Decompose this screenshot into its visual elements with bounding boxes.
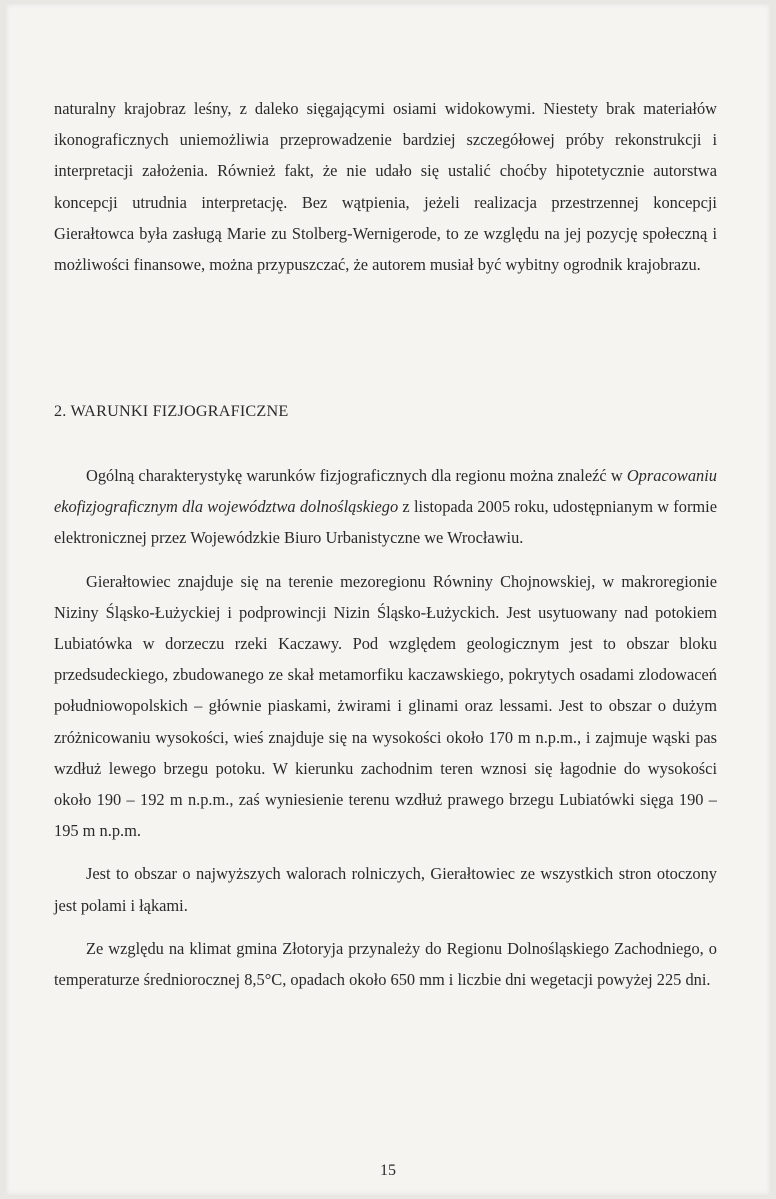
section-heading: 2. WARUNKI FIZJOGRAFICZNE: [54, 402, 289, 420]
paragraph-1-end: z listopada 2005 roku, udostępnianym w formie elektronicznej przez Wojewódzkie Biuro Urbanistyczne we Wrocławiu.: [54, 497, 717, 548]
intro-text-block: [54, 93, 717, 292]
paragraph-3: Jest to obszar o najwyższych walorach rolniczych, Gierałtowiec ze wszystkich stron otoczony jest polami i łąkami.: [54, 864, 717, 915]
paragraph-4: Ze względu na klimat gmina Złotoryja przynależy do Regionu Dolnośląskiego Zachodniego, o temperaturze średniorocznej 8,5°C, opadach około 650 mm i liczbie dni wegetacji powyżej 225 dni.: [54, 938, 717, 990]
document-page: [6, 4, 770, 1195]
paragraph-1-start: Ogólną charakterystykę warunków fizjograficznych dla regionu można znaleźć w: [86, 466, 627, 485]
intro-paragraph: naturalny krajobraz leśny, z daleko sięgającymi osiami widokowymi. Niestety brak materiałów ikonograficznych uniemożliwia przeprowadzenie bardziej szczegółowej próby rekonstrukcji i interpretacji założenia. Również fakt, że nie udało się ustalić choćby hipotetycznie autorstwa koncepcji utrudnia interpretację. Bez wątpienia, jeżeli realizacja przestrzennej koncepcji Gierałtowca była zasługą Marie zu Stolberg-Wernigerode, to ze względu na jej pozycję społeczną i możliwości finansowe, można przypuszczać, że autorem musiał być wybitny ogrodnik krajobrazu.: [54, 99, 717, 275]
section-body: [54, 460, 717, 1007]
document-title-italic: Opracowaniu ekofizjograficznym dla województwa dolnośląskiego: [54, 466, 717, 517]
paragraph-1: [54, 460, 717, 554]
paragraph-2: Gierałtowiec znajduje się na terenie mezoregionu Równiny Chojnowskiej, w makroregionie Niziny Śląsko-Łużyckiej i podprowincji Nizin Śląsko-Łużyckich. Jest usytuowany nad potokiem Lubiatówka w dorzeczu rzeki Kaczawy. Pod względem geologicznym jest to obszar bloku przedsudeckiego, zbudowanego ze skał metamorfiku kaczawskiego, pokrytych osadami zlodowaceń południowopolskich – głównie piaskami, żwirami i glinami oraz lessami. Jest to obszar o dużym zróżnicowaniu wysokości, wieś znajduje się na wysokości około 170 m n.p.m., i zajmuje wąski pas wzdłuż lewego brzegu potoku. W kierunku zachodnim teren wznosi się łagodnie do wysokości około 190 – 192 m n.p.m., zaś wyniesienie terenu wzdłuż prawego brzegu Lubiatówki sięga 190 – 195 m n.p.m.: [54, 571, 717, 841]
page-number: 15: [380, 1162, 396, 1179]
